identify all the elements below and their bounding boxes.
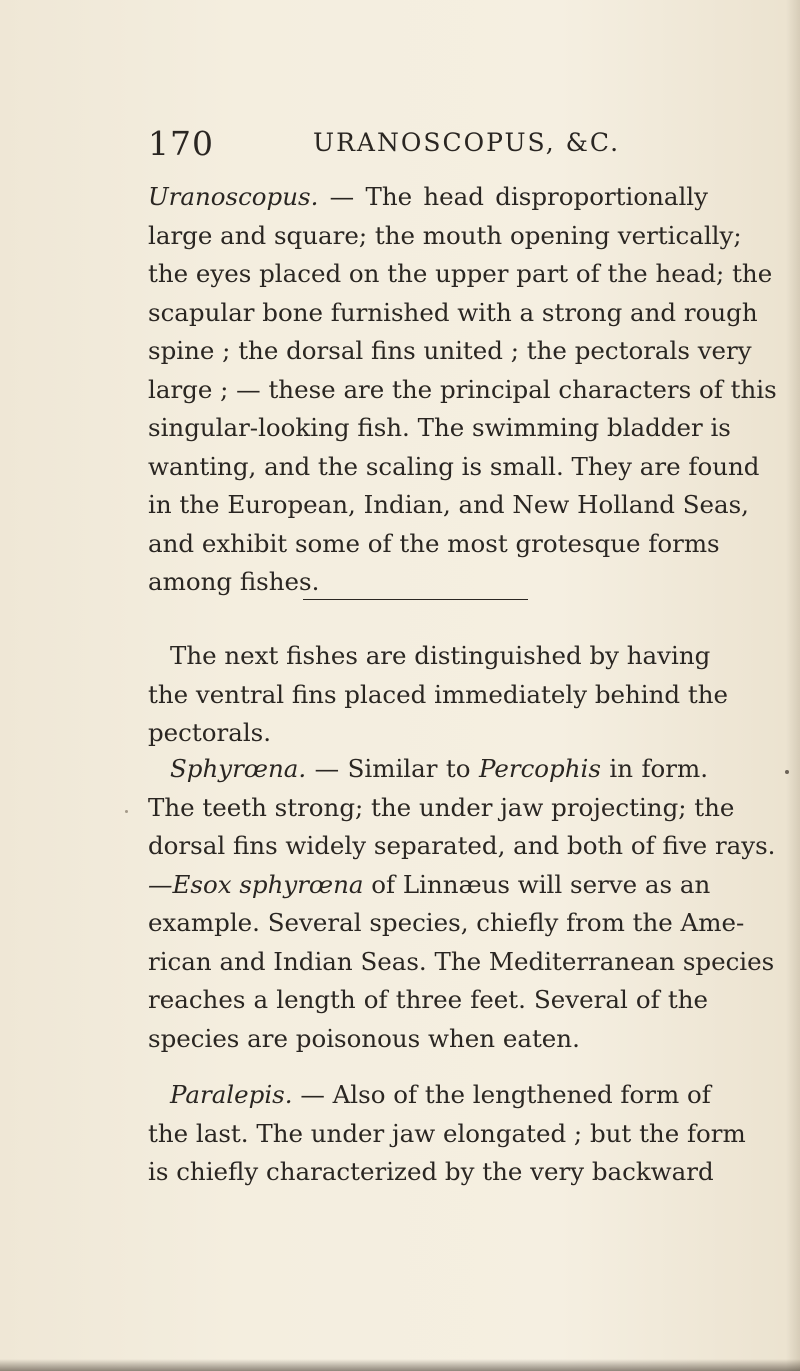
species-name: —Esox sphyrœna	[148, 869, 364, 899]
text-line: species are poisonous when eaten.	[148, 1023, 580, 1053]
text-line: the ventral fins placed immediately behind the	[148, 679, 729, 709]
text-line: in the European, Indian, and New Holland Seas,	[148, 490, 749, 519]
text-line: singular-looking fish. The swimming bladder is	[148, 413, 731, 442]
text-line: among fishes.	[148, 567, 320, 596]
page-edge-shadow	[786, 0, 800, 1371]
text-line: The next fishes are distinguished by having	[170, 641, 711, 670]
text-line: reaches a length of three feet. Several of the	[148, 985, 708, 1014]
text-line: —Esox sphyrœna of Linnæus will serve as an	[148, 869, 711, 899]
genus-name: Paralepis.	[170, 1080, 293, 1109]
text-line: wanting, and the scaling is small. They are found	[148, 451, 760, 481]
page-header	[148, 124, 708, 164]
text-line: example. Several species, chiefly from the Ame-	[148, 908, 745, 937]
running-title: URANOSCOPUS, &C.	[313, 128, 621, 157]
text-line: spine ; the dorsal fins united ; the pectorals very	[148, 336, 752, 365]
paragraph-intro	[148, 637, 729, 753]
text-line: and exhibit some of the most grotesque forms	[148, 528, 720, 558]
paragraph-uranoscopus	[148, 178, 777, 602]
text-line: pectorals.	[148, 718, 272, 747]
text-line: Paralepis. — Also of the lengthened form of	[170, 1080, 711, 1109]
text-line: the last. The under jaw elongated ; but the form	[148, 1118, 746, 1148]
text-line: Uranoscopus. — The head disproportionally	[148, 182, 708, 211]
text-line: scapular bone furnished with a strong and rough	[148, 297, 758, 327]
genus-reference: Percophis	[478, 754, 601, 783]
text-line: rican and Indian Seas. The Mediterranean species	[148, 946, 775, 976]
text-line: Sphyrœna. — Similar to Percophis in form.	[170, 754, 708, 783]
text-line: large ; — these are the principal characters of this	[148, 374, 777, 404]
paper-speck	[785, 770, 789, 774]
paper-speck	[125, 810, 128, 813]
text-line: large and square; the mouth opening vertically;	[148, 220, 742, 250]
paragraph-sphyraena	[148, 750, 776, 1058]
page-number: 170	[148, 124, 214, 163]
paragraph-paralepis	[148, 1076, 746, 1192]
text-line: The teeth strong; the under jaw projecting; the	[148, 792, 735, 822]
page-bottom-edge	[0, 1359, 800, 1371]
genus-name: Sphyrœna.	[170, 754, 307, 783]
text-line: is chiefly characterized by the very backward	[148, 1157, 714, 1186]
genus-name: Uranoscopus.	[148, 182, 319, 211]
text-line: dorsal fins widely separated, and both of five rays.	[148, 831, 776, 860]
section-divider-rule	[303, 599, 528, 600]
text-line: the eyes placed on the upper part of the head; the	[148, 259, 773, 288]
